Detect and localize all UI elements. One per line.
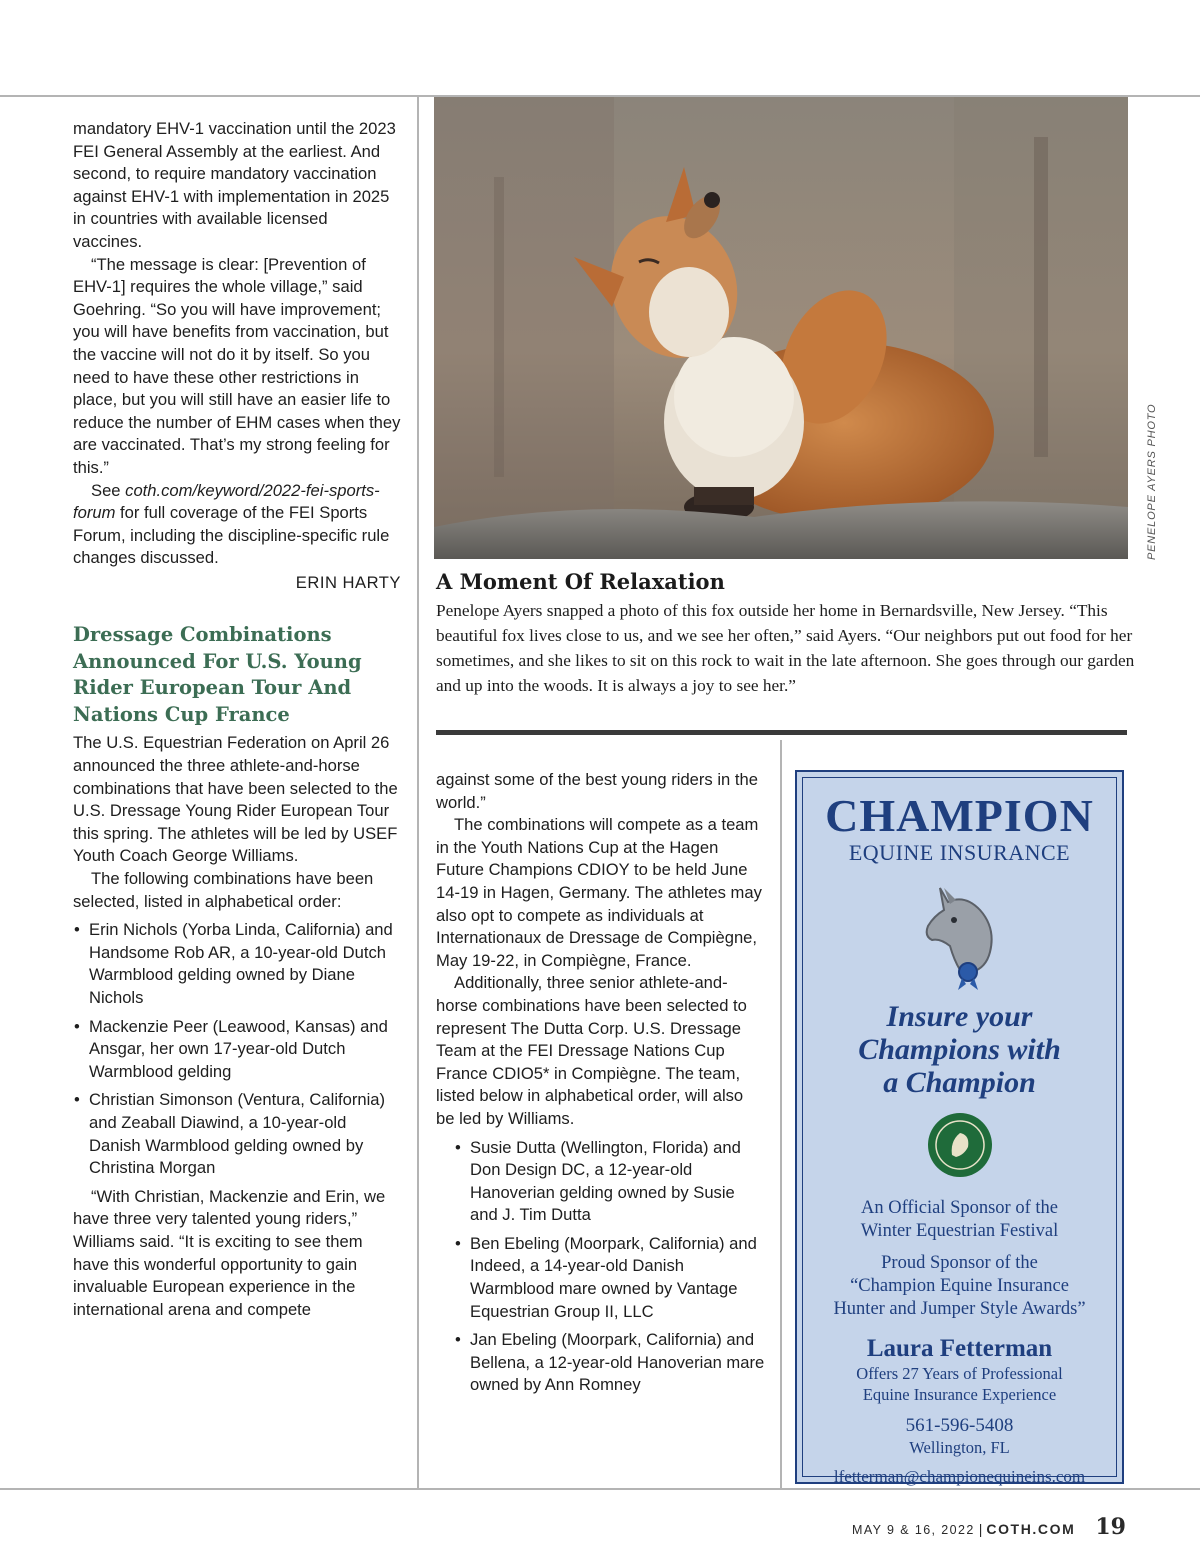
- footer-separator: |: [978, 1521, 983, 1537]
- body-paragraph: against some of the best young riders in the world.”: [436, 770, 758, 812]
- ad-experience-line: Offers 27 Years of Professional: [856, 1364, 1063, 1383]
- page-footer: [852, 1514, 1126, 1540]
- ad-tagline-line: a Champion: [883, 1066, 1036, 1099]
- list-item: • Jan Ebeling (Moorpark, California) and Bellena, a 12-year-old Hanoverian mare owned by Ann Romney: [470, 1329, 766, 1397]
- fox-photo: [434, 97, 1128, 559]
- middle-column: [436, 769, 766, 1403]
- festival-seal-icon: [926, 1111, 994, 1179]
- column-divider-middle: [780, 740, 782, 1489]
- ad-contact-name: Laura Fetterman: [866, 1335, 1053, 1362]
- list-item: • Erin Nichols (Yorba Linda, California) and Handsome Rob AR, a 10-year-old Dutch Warmblood gelding owned by Diane Nichols: [89, 919, 401, 1009]
- winter-equestrian-festival-seal: [926, 1111, 994, 1179]
- body-paragraph: “The message is clear: [Prevention of EHV-1] requires the whole village,” said Goehring. “So you will have improvement; you will have benefits from vaccination, but the vaccine will not do it by itself. So you need to have these other restrictions in place, but you will still have an easier life to reduce the number of EHM cases when they are vaccinated. That’s my strong feeling for this.”: [73, 254, 401, 477]
- ad-sponsor-line: An Official Sponsor of the: [861, 1198, 1058, 1218]
- body-paragraph: Additionally, three senior athlete-and-horse combinations have been selected to represent The Dutta Corp. U.S. Dressage Team at the FEI Dressage Nations Cup France CDIO5* in Compiègne. The team, listed below in alphabetical order, will also be led by Williams.: [436, 973, 747, 1128]
- list-item: • Ben Ebeling (Moorpark, California) and Indeed, a 14-year-old Danish Warmblood mare owned by Vantage Equestrian Group II, LLC: [470, 1233, 766, 1323]
- column-divider-left: [417, 97, 419, 1489]
- body-paragraph: mandatory EHV-1 vaccination until the 2023 FEI General Assembly at the earliest. And second, to require mandatory vaccination against EHV-1 with implementation in 2025 in countries with available licensed vaccines.: [73, 119, 396, 251]
- horse-head-logo: [910, 880, 1010, 990]
- ad-inner-frame: [802, 777, 1117, 1486]
- ad-phone[interactable]: 561-596-5408: [905, 1415, 1014, 1436]
- byline: ERIN HARTY: [295, 572, 401, 592]
- senior-team-list: [436, 1137, 766, 1398]
- ad-sponsor-line: Winter Equestrian Festival: [860, 1221, 1059, 1241]
- young-rider-list: [73, 919, 401, 1180]
- body-paragraph: The following combinations have been selected, listed in alphabetical order:: [73, 869, 374, 911]
- list-item: • Christian Simonson (Ventura, California) and Zeaball Diawind, a 10-year-old Danish Warmblood gelding owned by Christina Morgan: [89, 1089, 401, 1179]
- photo-caption: Penelope Ayers snapped a photo of this fox outside her home in Bernardsville, New Jersey. “This beautiful fox lives close to us, and we see her often,” said Ayers. “Our neighbors put out food for her sometimes, and she likes to sit on this rock to wait in the late afternoon. She goes through our garden and up into the woods. It is always a joy to see her.”: [436, 601, 1135, 695]
- body-paragraph-see-link: [73, 480, 401, 570]
- page-number: 19: [1095, 1514, 1126, 1540]
- coverage-link[interactable]: coth.com/keyword/2022-fei-sports-forum: [73, 480, 380, 523]
- issue-date: MAY 9 & 16, 2022: [852, 1523, 975, 1537]
- ad-subtitle: EQUINE INSURANCE: [848, 840, 1071, 865]
- ad-brand: CHAMPION: [825, 790, 1094, 841]
- left-column: [73, 118, 401, 1321]
- list-item: • Susie Dutta (Wellington, Florida) and Don Design DC, a 12-year-old Hanoverian gelding owned by Susie and J. Tim Dutta: [470, 1137, 766, 1227]
- see-prefix: See: [91, 480, 126, 500]
- body-paragraph: The U.S. Equestrian Federation on April 26 announced the three athlete-and-horse combinations that have been selected to the U.S. Dressage Young Rider European Tour this spring. The athletes will be led by USEF Youth Coach George Williams.: [73, 733, 398, 866]
- horse-head-icon: [910, 880, 1010, 990]
- body-paragraph: “With Christian, Mackenzie and Erin, we have three very talented young riders,” Williams said. “It is exciting to see them have this wonderful opportunity to gain invaluable European experience in the international arena and compete: [73, 1186, 386, 1319]
- article-headline: Dressage Combinations Announced For U.S. Young Rider European Tour And Nations Cup France: [73, 623, 362, 726]
- body-paragraph: The combinations will compete as a team in the Youth Nations Cup at the Hagen Future Champions CDIOY to be held June 14-19 in Hagen, Germany. The athletes may also opt to compete as individuals at Internationaux de Dressage de Compiègne, May 19-22, in Compiègne, France.: [436, 815, 762, 970]
- list-item: • Mackenzie Peer (Leawood, Kansas) and Ansgar, her own 17-year-old Dutch Warmblood gelding: [89, 1016, 401, 1084]
- ad-email[interactable]: lfetterman@championequineins.com: [833, 1467, 1086, 1486]
- bottom-rule: [0, 1488, 1200, 1490]
- ad-experience-line: Equine Insurance Experience: [862, 1385, 1057, 1404]
- photo-credit: PENELOPE AYERS PHOTO: [1146, 403, 1158, 560]
- ad-proud-line: Proud Sponsor of the: [881, 1253, 1038, 1273]
- photo-caption-title: A Moment Of Relaxation: [436, 569, 725, 594]
- ad-tagline-line: Champions with: [858, 1033, 1061, 1066]
- ad-proud-line: Hunter and Jumper Style Awards”: [833, 1299, 1086, 1319]
- fox-photo-image: [434, 97, 1128, 559]
- section-rule: [436, 730, 1127, 735]
- ad-city: Wellington, FL: [909, 1438, 1010, 1457]
- site-name[interactable]: COTH.COM: [986, 1521, 1076, 1537]
- see-suffix: for full coverage of the FEI Sports Forum, including the discipline-specific rule changes discussed.: [73, 503, 390, 568]
- champion-insurance-ad[interactable]: [795, 770, 1124, 1484]
- ad-proud-line: “Champion Equine Insurance: [850, 1276, 1069, 1296]
- ad-tagline-line: Insure your: [886, 1000, 1033, 1033]
